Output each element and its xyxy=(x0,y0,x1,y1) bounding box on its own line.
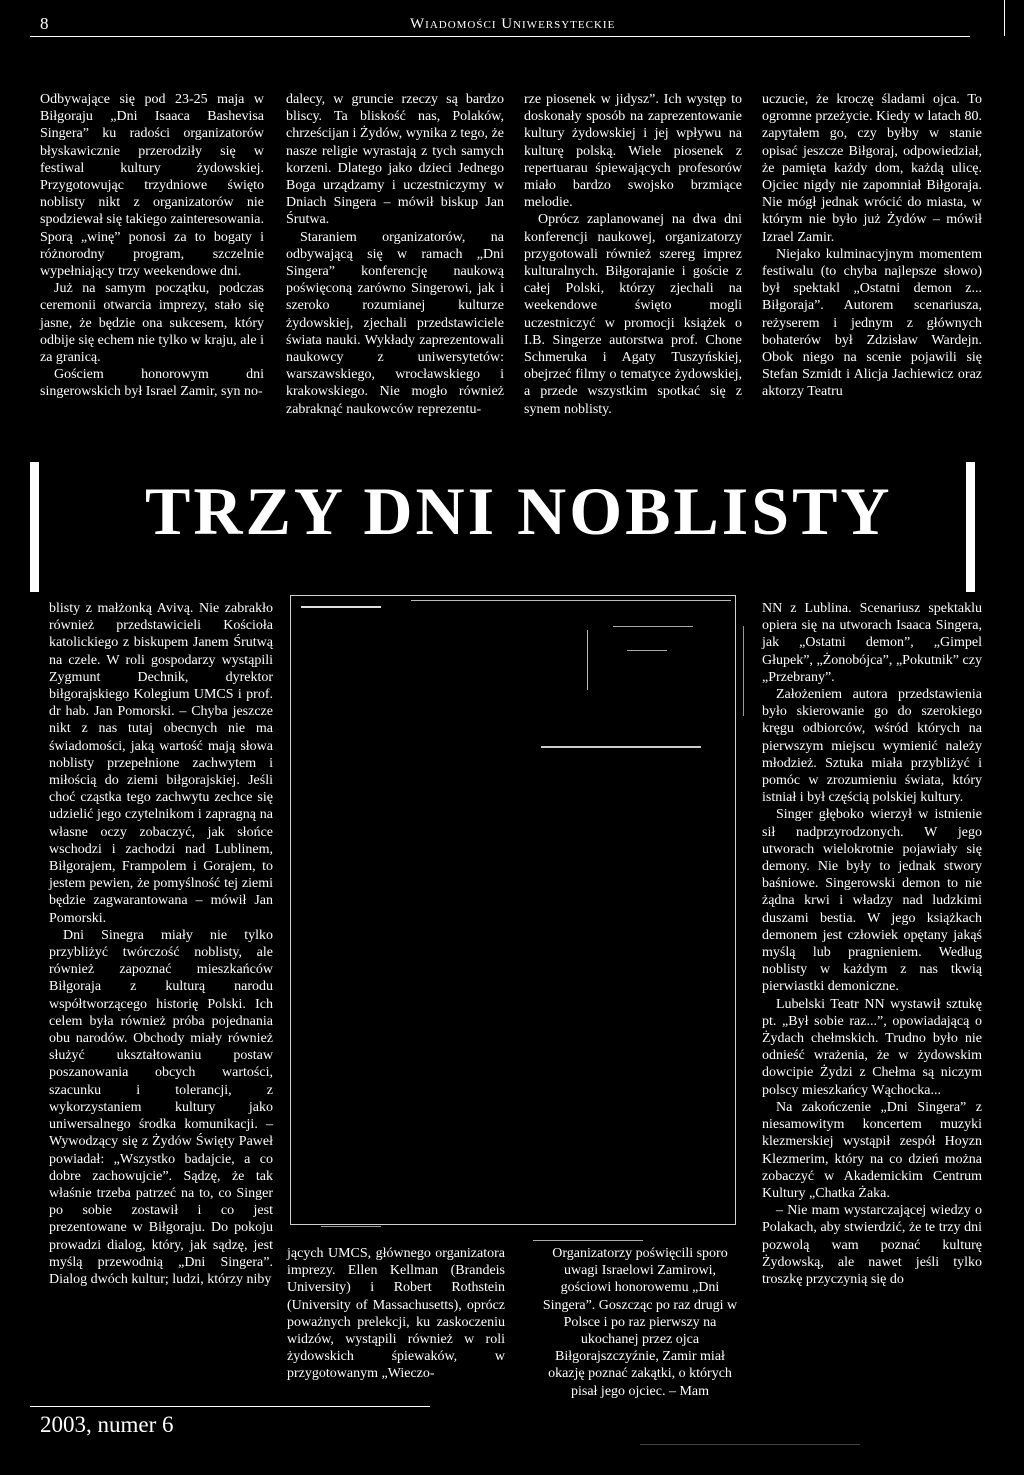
paragraph: Już na samym początku, podczas ceremonii otwarcia imprezy, stało się jasne, że będzie ona sukcesem, który odbije się echem nie tylko w kraju, ale i za granicą. xyxy=(40,281,264,366)
paragraph: Oprócz zaplanowanej na dwa dni konferencji naukowej, organizatorzy przygotowali również szereg imprez kulturalnych. Biłgorajanie i goście z całej Polski, którzy zjechali na weekendowe święto mogli uczestniczyć w promocji książek o I.B. Singerze autorstwa prof. Chone Schmeruka i Agaty Tuszyńskiej, obejrzeć filmy o tematyce żydowskiej, a przede wszystkim spotkać się z synem noblisty. xyxy=(524,212,742,417)
bottom-column-1 xyxy=(49,600,273,1288)
paragraph: Dni Sinegra miały nie tylko przybliżyć twórczość noblisty, ale również zapoznać mieszkańców Biłgoraja z kulturą narodu współtworzącego historię Polski. Ich celem była również próba pojednania obu narodów. Obchody miały również służyć ukształtowaniu postaw poszanowania obcych wartości, szacunku i tolerancji, z wykorzystaniem kultury jako uniwersalnego środka komunikacji. – Wywodzący się z Żydów Święty Paweł powiadał: „Wszystko badajcie, a co dobre zachowujcie”. Sądzę, że tak właśnie trzeba patrzeć na to, co Singer po sobie zostawił i co jest prezentowane w Biłgoraju. Do pokoju prowadzi dialog, który, jak sądzę, jest myślą przewodnią „Dni Singera”. Dialog dwóch kultur; ludzi, którzy niby xyxy=(49,927,273,1287)
paragraph: uczucie, że kroczę śladami ojca. To ogromne przeżycie. Kiedy w latach 80. zapytałem go, czy byłby w stanie opisać jeszcze Biłgoraj, odpowiedział, że pamięta każdy dom, każdą ulicę. Ojciec nigdy nie zapomniał Biłgoraja. Nie mógł jednak wrócić do miasta, w którym nie było już Żydów – mówił Izrael Zamir. xyxy=(762,92,982,245)
photo-placeholder xyxy=(290,595,736,1225)
top-column-4 xyxy=(762,91,982,401)
headline-bar-right xyxy=(966,462,975,592)
photo-mark xyxy=(301,606,381,608)
header-rule xyxy=(30,36,970,37)
top-column-2 xyxy=(286,91,504,418)
photo-mark xyxy=(587,630,588,690)
photo-mark xyxy=(613,626,693,627)
photo-mark xyxy=(541,746,701,748)
paragraph: Organizatorzy poświęcili sporo uwagi Israelowi Zamirowi, gościowi honorowemu „Dni Singera”. Goszcząc po raz drugi w Polsce i po raz pierwszy na ukochanej przez ojca Biłgorajszczyźnie, Zamir miał okazję poznać zakątki, o których pisał jego ojciec. – Mam xyxy=(542,1246,738,1399)
issue-number: 2003, numer 6 xyxy=(40,1412,174,1437)
footer-rule xyxy=(30,1406,430,1407)
paragraph: Na zakończenie „Dni Singera” z niesamowitym koncertem muzyki klezmerskiej wystąpił zespół Hoyzn Klezmerim, który na co dzień można zobaczyć w Akademickim Centrum Kultury „Chatka Żaka. xyxy=(762,1099,982,1201)
paragraph: blisty z małżonką Avivą. Nie zabrakło również przedstawicieli Kościoła katolickiego z biskupem Janem Śrutwą na czele. W roli gospodarzy wystąpili Zygmunt Dechnik, dyrektor biłgorajskiego Kolegium UMCS i prof. dr hab. Jan Pomorski. – Chyba jeszcze nikt z nas tutaj obecnych nie ma świadomości, jaką wartość mają słowa noblisty przepełnione zachwytem i miłością do ziemi biłgorajskiej. Jeśli choć cząstka tego zachwytu zechce się udzielić jego czytelnikom i zapragną na własne oczy zobaczyć, jak słońce wschodzi i zachodzi nad Lublinem, Biłgorajem, Frampolem i Gorajem, to jestem pewien, że pomyślność tej ziemi będzie zagwarantowana – mówił Jan Pomorski. xyxy=(49,601,273,926)
caption-rule xyxy=(533,1240,643,1241)
top-column-1 xyxy=(40,91,264,401)
paragraph: Staraniem organizatorów, na odbywającą się w ramach „Dni Singera” konferencję naukową poświęconą zarówno Singerowi, jak i szeroko rozumianej kulturze żydowskiej, zjechali przedstawiciele świata nauki. Wykłady zaprezentowali naukowcy z uniwersytetów: warszawskiego, wrocławskiego i krakowskiego. Nie mogło również zabraknąć naukowców reprezentu- xyxy=(286,229,504,417)
top-column-3 xyxy=(524,91,742,418)
photo-mark xyxy=(321,1226,381,1227)
corner-rule xyxy=(1004,0,1005,36)
paragraph: Gościem honorowym dni singerowskich był Israel Zamir, syn no- xyxy=(40,367,264,400)
paragraph: rze piosenek w jidysz”. Ich występ to doskonały sposób na zaprezentowanie kultury żydowskiej i jej wpływu na kulturę polską. Wiele piosenek z repertuarau śpiewających profesorów miało bardzo swojsko brzmiące melodie. xyxy=(524,92,742,211)
photo-mark xyxy=(411,600,731,601)
paragraph: NN z Lublina. Scenariusz spektaklu opiera się na utworach Isaaca Singera, jak „Ostatni demon”, „Gimpel Głupek”, „Żonobójca”, „Pokutnik” czy „Przebrany”. xyxy=(762,601,982,685)
bottom-column-3 xyxy=(537,1245,743,1400)
bottom-column-2 xyxy=(287,1245,505,1383)
paragraph: dalecy, w gruncie rzeczy są bardzo bliscy. Ta bliskość nas, Polaków, chrześcijan i Żydów, wynika z tego, że nasze religie wyrastają z tych samych korzeni. Dlatego jako dzieci Jednego Boga urządzamy i uczestniczymy w Dniach Singera – mówił biskup Jan Śrutwa. xyxy=(286,92,504,228)
bottom-column-4 xyxy=(762,600,982,1288)
paragraph: Niejako kulminacyjnym momentem festiwalu (to chyba najlepsze słowo) był spektakl „Ostatni demon z... Biłgoraja”. Autorem scenariusza, reżyserem i jednym z głównych bohaterów był Zdzisław Wardejn. Obok niego na scenie pojawili się Stefan Szmidt i Alicja Jachiewicz oraz aktorzy Teatru xyxy=(762,246,982,400)
running-title: Wiadomości Uniwersyteckie xyxy=(410,16,616,32)
headline-bar-left xyxy=(30,462,39,592)
page-number: 8 xyxy=(40,14,49,33)
paragraph: Odbywające się pod 23-25 maja w Biłgoraju „Dni Isaaca Bashevisa Singera” ku radości organizatorów błyskawicznie przerodziły się w festiwal kultury żydowskiej. Przygotowując trzydniowe święto noblisty nikt z organizatorów nie spodziewał się takiego zainteresowania. Sporą „winę” ponosi za to bogaty i różnorodny program, szczelnie wypełniający trzy weekendowe dni. xyxy=(40,92,264,280)
paragraph: Założeniem autora przedstawienia było skierowanie go do szerokiego kręgu odbiorców, wśród których na pierwszym miejscu wymienić należy młodzież. Sztuka miała przybliżyć i pomóc w zrozumieniu świata, który istniał i był częścią polskiej kultury. xyxy=(762,687,982,806)
paragraph: jących UMCS, głównego organizatora imprezy. Ellen Kellman (Brandeis University) i Robert Rothstein (University of Massachusetts), oprócz poważnych prelekcji, ku zaskoczeniu widzów, wystąpili również w roli żydowskich śpiewaków, w przygotowanym „Wieczo- xyxy=(287,1246,505,1382)
paragraph: Lubelski Teatr NN wystawił sztukę pt. „Był sobie raz...”, opowiadającą o Żydach chełmskich. Trudno było nie odnieść wrażenia, że w żydowskim dowcipie Żydzi z Chełma są niczym polscy mieszkańcy Wąchocka... xyxy=(762,996,982,1098)
photo-mark xyxy=(627,650,667,651)
paragraph: – Nie mam wystarczającej wiedzy o Polakach, aby stwierdzić, że te trzy dni pozwolą wam poznać kulturę Żydowską, ale nawet jeśli tylko troszkę przyczynią się do xyxy=(762,1203,982,1287)
paragraph: Singer głęboko wierzył w istnienie sił nadprzyrodzonych. W jego utworach wielokrotnie pojawiały się demony. Nie były to jednak stwory baśniowe. Singerowski demon to nie żądna krwi i władzy nad ludzkimi duszami bestia. W jego książkach demonem jest człowiek opętany jakąś myślą lub pragnieniem. Według noblisty w każdym z nas tkwią pierwiastki demoniczne. xyxy=(762,807,982,995)
headline: TRZY DNI NOBLISTY xyxy=(145,473,893,549)
bottom-rule xyxy=(640,1444,860,1445)
photo-mark xyxy=(743,626,744,716)
